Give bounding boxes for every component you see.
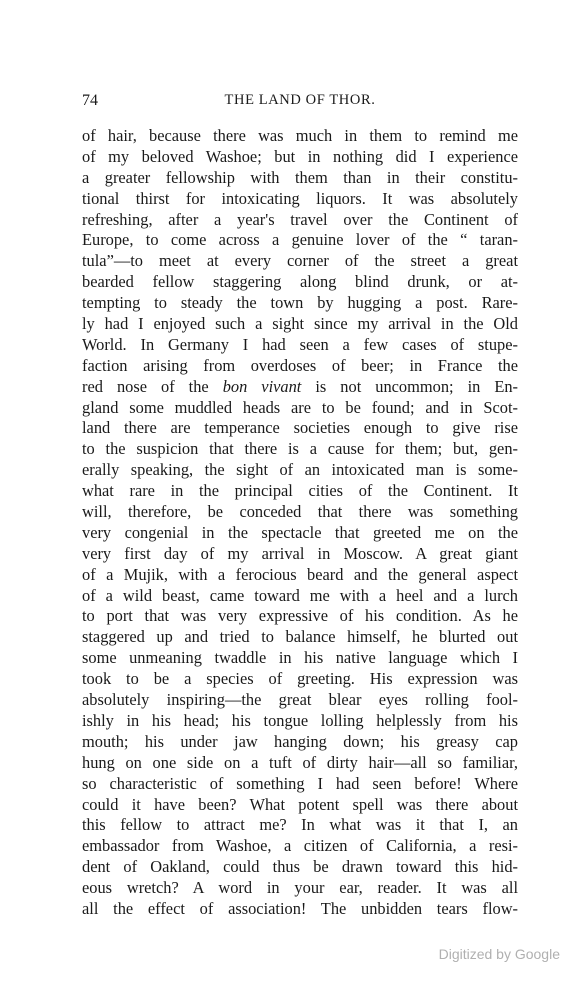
page-number: 74 [82,92,98,109]
text-line: erally speaking, the sight of an intoxicated man is some- [82,460,518,480]
text-line: of a Mujik, with a ferocious beard and the general aspect [82,564,518,584]
text-line: tula”—to meet at every corner of the street a great [82,251,518,271]
text-line: tional thirst for intoxicating liquors. It was absolutely [82,188,518,208]
text-line: so characteristic of something I had seen before! Where [82,773,518,793]
text-line: some unmeaning twaddle in his native language which I [82,648,518,668]
text-line: a greater fellowship with them than in their constitu- [82,167,518,187]
page-header [82,92,518,114]
text-line: will, therefore, be conceded that there was something [82,502,518,522]
digitized-watermark: Digitized by Google [438,946,560,962]
text-line: staggered up and tried to balance himself, he blurted out [82,627,518,647]
text-line [82,377,518,398]
text-line: ishly in his head; his tongue lolling helplessly from his [82,710,518,730]
text-line: of my beloved Washoe; but in nothing did I experience [82,146,518,166]
text-line: refreshing, after a year's travel over the Continent of [82,209,518,229]
body-text [82,126,518,920]
text-line: what rare in the principal cities of the Continent. It [82,481,518,501]
text-line: dent of Oakland, could thus be drawn toward this hid- [82,857,518,877]
running-title: THE LAND OF THOR. [224,92,376,108]
text-line: to the suspicion that there is a cause for them; but, gen- [82,439,518,459]
text-line: of a wild beast, came toward me with a heel and a lurch [82,585,518,605]
text-line: faction arising from overdoses of beer; in France the [82,355,518,375]
italic-phrase: bon vivant [222,376,302,396]
text-line: ly had I enjoyed such a sight since my arrival in the Old [82,314,518,334]
text-line: to port that was very expressive of his condition. As he [82,606,518,626]
text-line: embassador from Washoe, a citizen of California, a resi- [82,836,518,856]
text-line: absolutely inspiring—the great blear eyes rolling fool- [82,690,518,710]
text-line: land there are temperance societies enough to give rise [82,418,518,438]
text-line: gland some muddled heads are to be found; and in Scot- [82,397,518,417]
text-segment: is not uncommon; in En- [301,376,518,396]
text-segment: red nose of the [82,376,223,396]
text-line: could it have been? What potent spell was there about [82,794,518,814]
text-line: very first day of my arrival in Moscow. A great giant [82,543,518,563]
text-line: eous wretch? A word in your ear, reader. It was all [82,878,518,898]
text-line: all the effect of association! The unbidden tears flow- [82,898,518,918]
text-line: very congenial in the spectacle that greeted me on the [82,522,518,542]
text-line: bearded fellow staggering along blind drunk, or at- [82,272,518,292]
text-line: mouth; his under jaw hanging down; his greasy cap [82,731,518,751]
text-line: Europe, to come across a genuine lover of the “ taran- [82,230,518,250]
text-line: hung on one side on a tuft of dirty hair—all so familiar, [82,752,518,772]
text-line: this fellow to attract me? In what was it that I, an [82,815,518,835]
text-line: took to be a species of greeting. His expression was [82,669,518,689]
text-line: World. In Germany I had seen a few cases of stupe- [82,334,518,354]
text-line: tempting to steady the town by hugging a post. Rare- [82,293,518,313]
text-line: of hair, because there was much in them to remind me [82,126,518,145]
